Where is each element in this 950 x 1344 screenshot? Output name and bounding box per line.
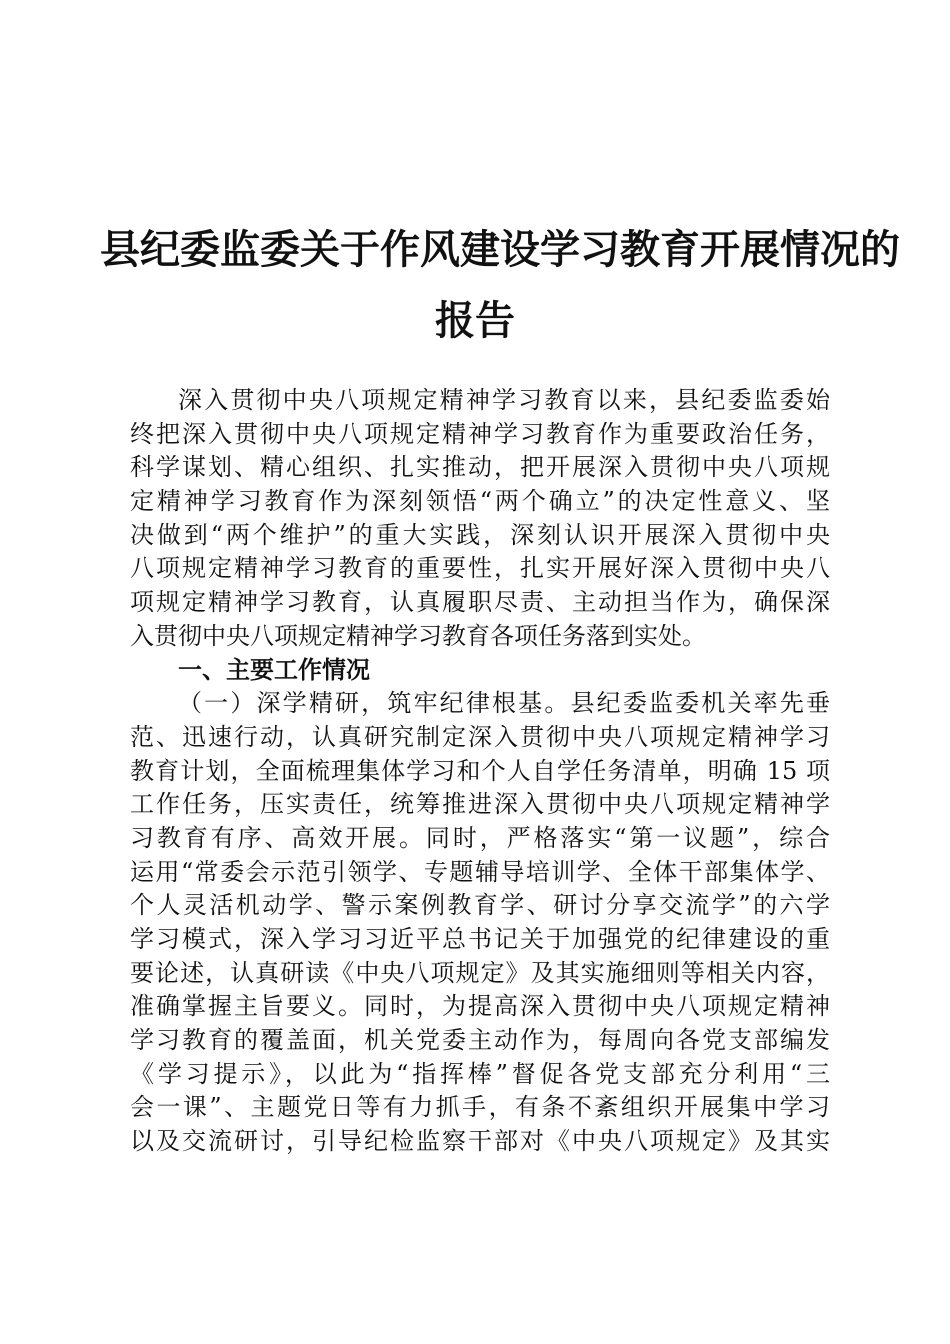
paragraph-line: 深入贯彻中央八项规定精神学习教育以来，县纪委监委始 [178, 386, 830, 414]
paragraph-line: 会一课”、主题党日等有力抓手，有条不紊组织开展集中学习 [130, 1093, 830, 1122]
paragraph-line: 决做到“两个维护”的重大实践，深刻认识开展深入贯彻中央 [130, 520, 830, 549]
paragraph-line: 要论述，认真研读《中央八项规定》及其实施细则等相关内容， [130, 958, 830, 987]
paragraph-line: 终把深入贯彻中央八项规定精神学习教育作为重要政治任务， [130, 419, 830, 448]
document-body [130, 384, 830, 1159]
paragraph-line: 工作任务，压实责任，统筹推进深入贯彻中央八项规定精神学 [130, 790, 830, 819]
document-title-line-1: 县纪委监委关于作风建设学习教育开展情况的 [100, 226, 900, 273]
paragraph-line: （一）深学精研，筑牢纪律根基。县纪委监委机关率先垂 [178, 689, 830, 718]
paragraph-line: 准确掌握主旨要义。同时，为提高深入贯彻中央八项规定精神 [130, 992, 830, 1021]
paragraph-line: 八项规定精神学习教育的重要性，扎实开展好深入贯彻中央八 [130, 554, 830, 583]
document-title-line-2: 报告 [435, 297, 515, 344]
paragraph-line: 个人灵活机动学、警示案例教育学、研讨分享交流学”的六学 [130, 891, 830, 920]
paragraph-line: 教育计划，全面梳理集体学习和个人自学任务清单，明确 15 项 [130, 756, 830, 785]
paragraph-line: 学习教育的覆盖面，机关党委主动作为，每周向各党支部编发 [130, 1026, 830, 1055]
paragraph-line: 定精神学习教育作为深刻领悟“两个确立”的决定性意义、坚 [130, 487, 830, 516]
paragraph-line: 以及交流研讨，引导纪检监察干部对《中央八项规定》及其实 [130, 1127, 830, 1156]
paragraph-line: 范、迅速行动，认真研究制定深入贯彻中央八项规定精神学习 [130, 722, 830, 751]
paragraph-line: 项规定精神学习教育，认真履职尽责、主动担当作为，确保深 [130, 588, 830, 617]
paragraph-line: 习教育有序、高效开展。同时，严格落实“第一议题”，综合 [130, 823, 830, 852]
paragraph-line: 《学习提示》，以此为“指挥棒”督促各党支部充分利用“三 [130, 1059, 830, 1088]
paragraph-line: 入贯彻中央八项规定精神学习教育各项任务落到实处。 [130, 621, 706, 650]
paragraph-line: 学习模式，深入学习习近平总书记关于加强党的纪律建设的重 [130, 925, 830, 953]
paragraph-line: 运用“常委会示范引领学、专题辅导培训学、全体干部集体学、 [130, 857, 830, 886]
paragraph-line: 科学谋划、精心组织、扎实推动，把开展深入贯彻中央八项规 [130, 453, 830, 482]
section-heading: 一、主要工作情况 [178, 655, 370, 684]
